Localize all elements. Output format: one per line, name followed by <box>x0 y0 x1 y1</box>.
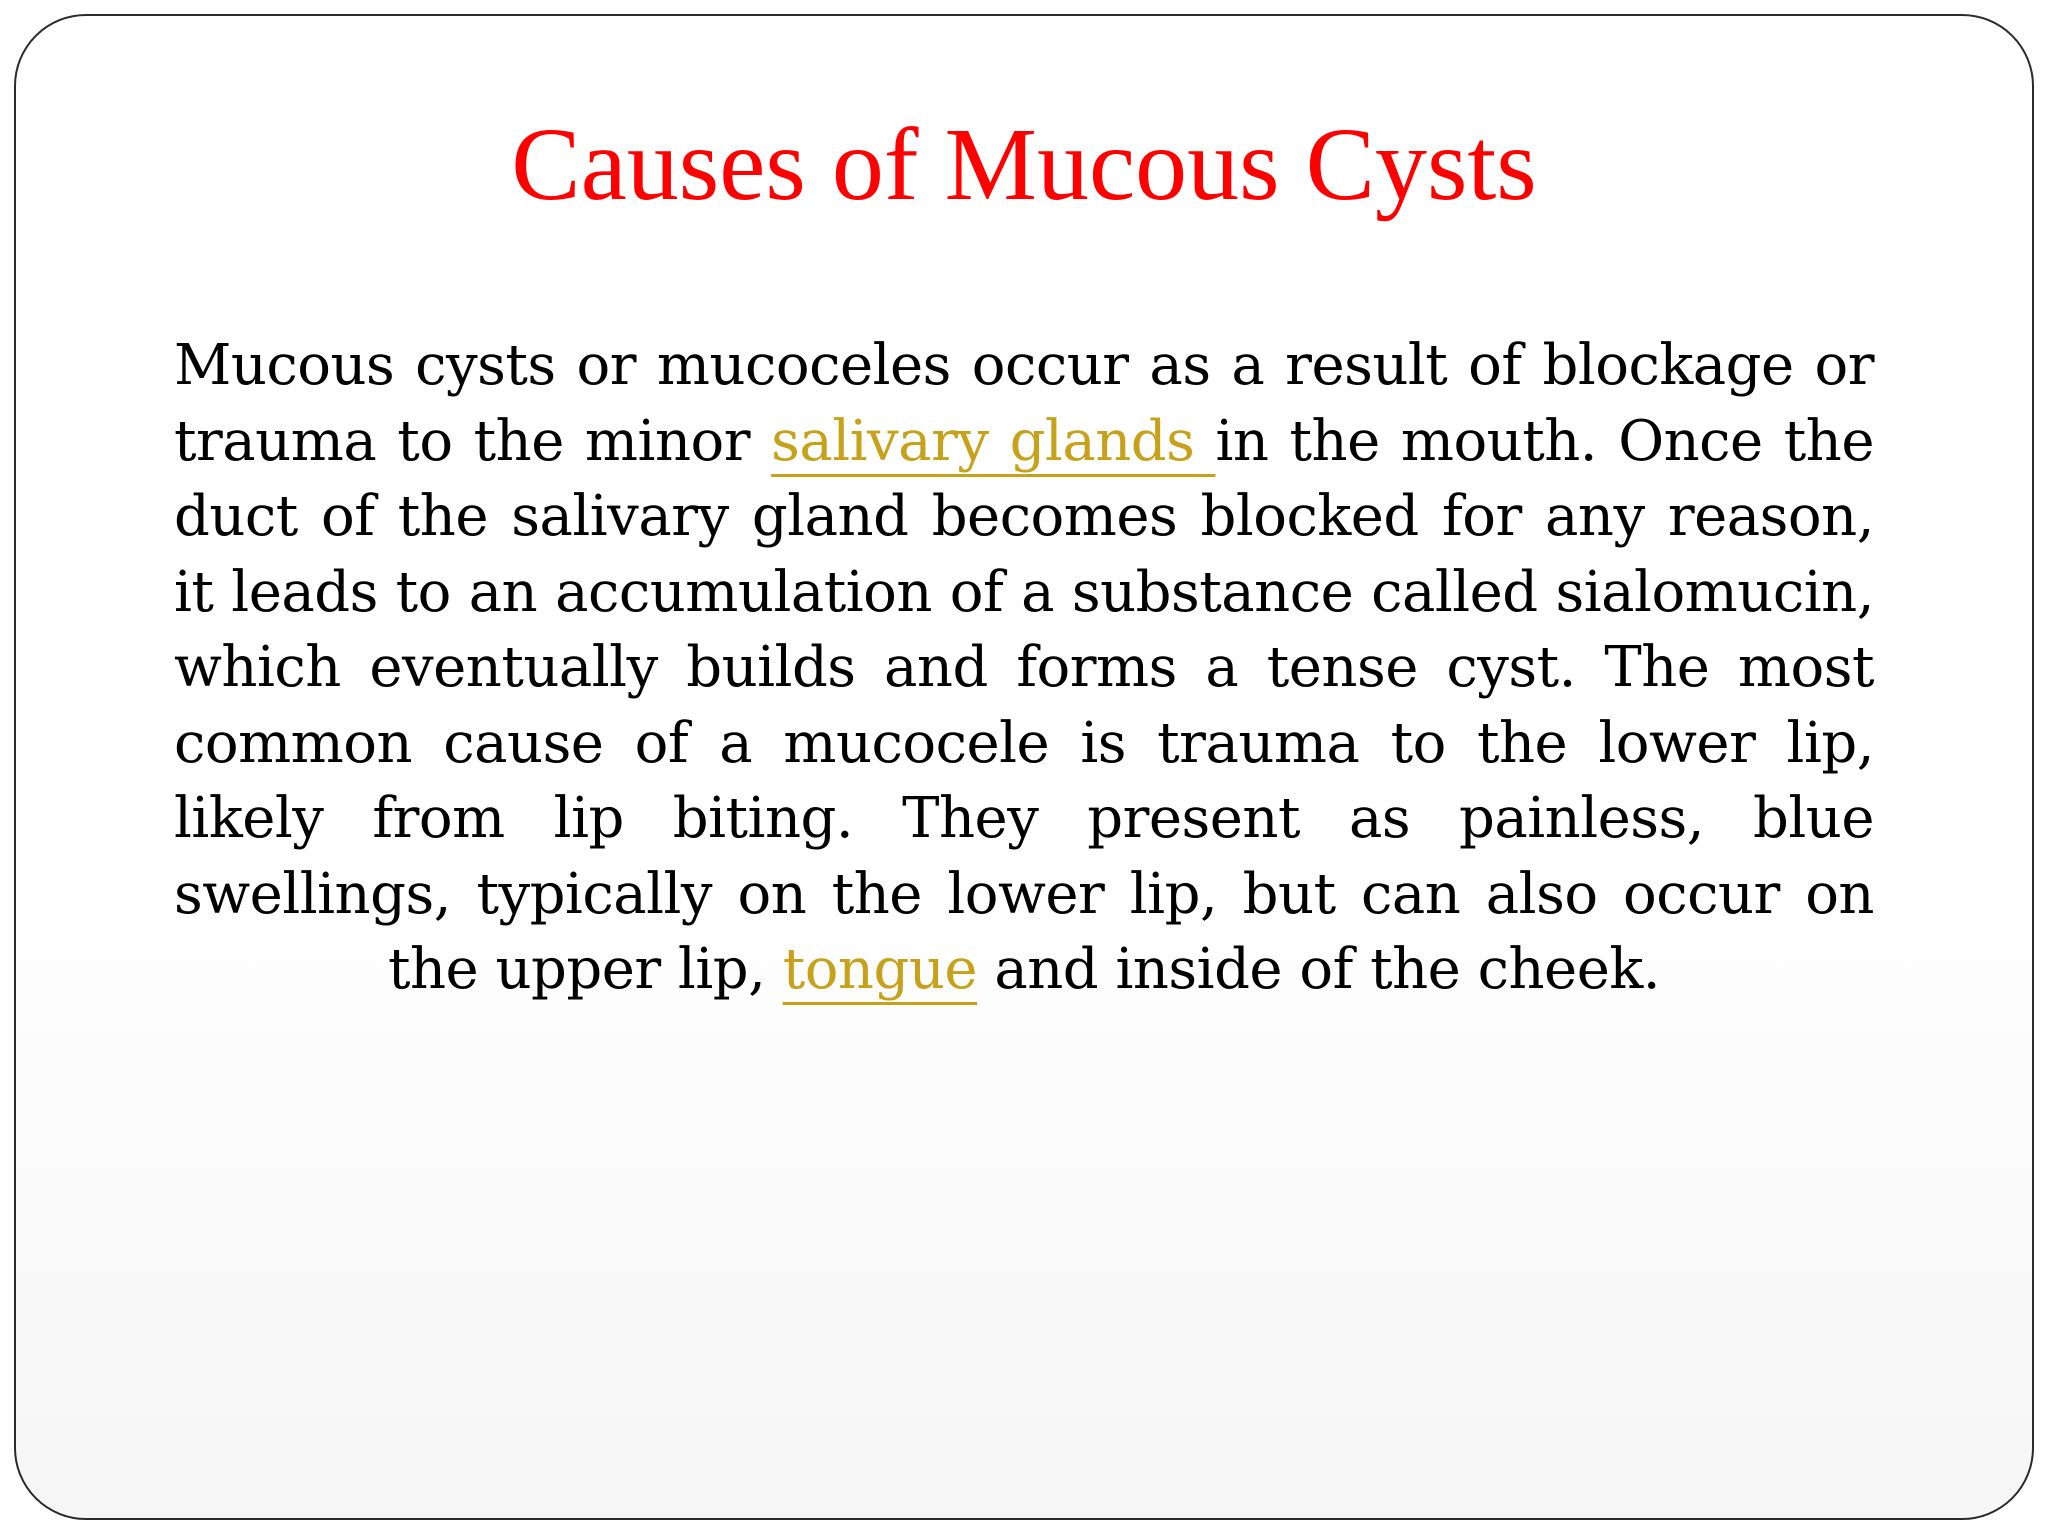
tongue-link[interactable]: tongue <box>782 937 978 1002</box>
salivary-glands-link[interactable]: salivary glands <box>771 408 1216 474</box>
body-paragraph <box>174 328 1874 1008</box>
slide-title: Causes of Mucous Cysts <box>511 107 1537 222</box>
paragraph-text-part-2: in the mouth. Once the duct of the salivary gland becomes blocked for any reason, it leads to an accumulation of a substance called sialomucin, which eventually builds and forms a tense cyst. The most common cause of a mucocele is trauma to the lower lip, likely from lip biting. They present as painless, blue swellings, typically on the lower lip, but can also occur on the upper lip, <box>174 408 1874 1002</box>
paragraph-text-part-3: and inside of the cheek. <box>977 937 1661 1002</box>
paragraph-text-part-1: Mucous cysts or mucoceles occur as a result of blockage or trauma to the minor <box>174 333 1874 474</box>
